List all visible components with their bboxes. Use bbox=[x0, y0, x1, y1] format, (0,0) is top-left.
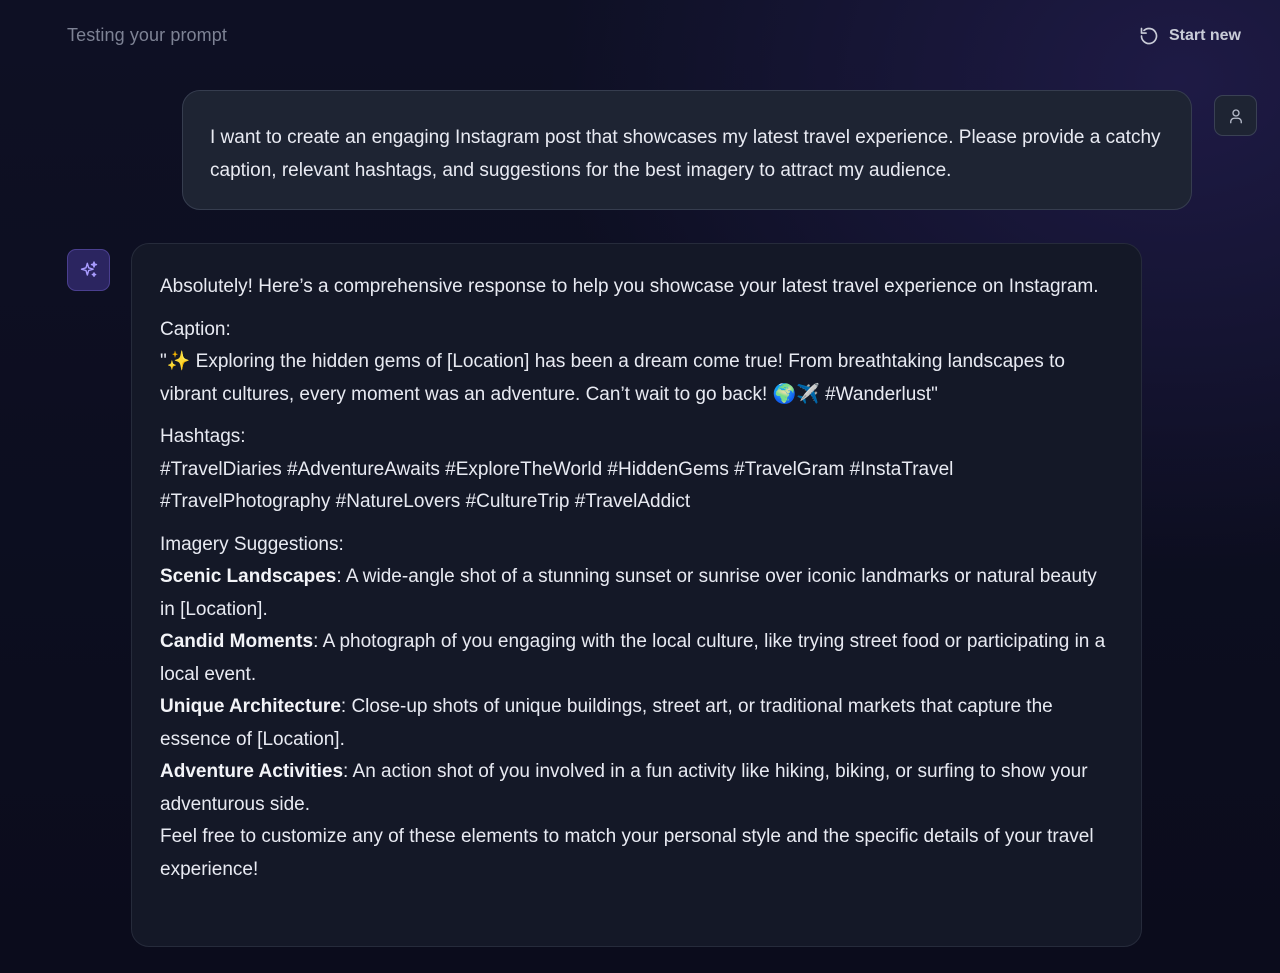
imagery-item-title: Scenic Landscapes bbox=[160, 566, 337, 587]
page-title: Testing your prompt bbox=[67, 25, 227, 45]
user-message-text: I want to create an engaging Instagram post that showcases my latest travel experience. Please provide a catchy caption, relevant hashtags, and suggestions for the best imagery to attract my audience. bbox=[210, 127, 1161, 181]
ai-avatar bbox=[67, 249, 110, 291]
user-icon bbox=[1227, 107, 1245, 125]
imagery-item-text: : An action shot of you involved in a fun activity like hiking, biking, or surfing to show your adventurous side. bbox=[160, 761, 1088, 815]
caption-text: "✨ Exploring the hidden gems of [Location] has been a dream come true! From breathtaking landscapes to vibrant cultures, every moment was an adventure. Can’t wait to go back! 🌍✈️ #Wanderlust" bbox=[160, 351, 1065, 405]
imagery-item bbox=[160, 626, 1113, 691]
imagery-item bbox=[160, 756, 1113, 821]
user-message bbox=[182, 90, 1192, 210]
hashtags-heading: Hashtags: bbox=[160, 426, 246, 447]
imagery-item bbox=[160, 691, 1113, 756]
imagery-heading: Imagery Suggestions: bbox=[160, 533, 344, 555]
ai-message bbox=[131, 243, 1142, 947]
header bbox=[0, 0, 1280, 72]
imagery-item-title: Unique Architecture bbox=[160, 696, 341, 717]
user-avatar bbox=[1214, 95, 1257, 136]
ai-closing: Feel free to customize any of these elements to match your personal style and the specific details of your travel experience! bbox=[160, 826, 1094, 880]
refresh-icon bbox=[1139, 26, 1159, 46]
hashtags-text: #TravelDiaries #AdventureAwaits #ExploreTheWorld #HiddenGems #TravelGram #InstaTravel #TravelPhotography #NatureLovers #CultureTrip #TravelAddict bbox=[160, 458, 954, 512]
imagery-item-title: Adventure Activities bbox=[160, 761, 344, 782]
imagery-item-text: : A wide-angle shot of a stunning sunset or sunrise over iconic landmarks or natural beauty in [Location]. bbox=[160, 566, 1097, 620]
ai-intro: Absolutely! Here’s a comprehensive response to help you showcase your latest travel experience on Instagram. bbox=[160, 276, 1099, 297]
start-new-label: Start new bbox=[1168, 27, 1241, 44]
sparkles-icon bbox=[79, 260, 99, 280]
imagery-item-text: : Close-up shots of unique buildings, street art, or traditional markets that capture the essence of [Location]. bbox=[160, 696, 1053, 750]
imagery-item bbox=[160, 561, 1113, 626]
start-new-button[interactable] bbox=[1139, 22, 1241, 50]
imagery-item-text: : A photograph of you engaging with the local culture, like trying street food or participating in a local event. bbox=[160, 631, 1106, 685]
imagery-item-title: Candid Moments bbox=[160, 631, 314, 652]
caption-heading: Caption: bbox=[160, 318, 231, 340]
